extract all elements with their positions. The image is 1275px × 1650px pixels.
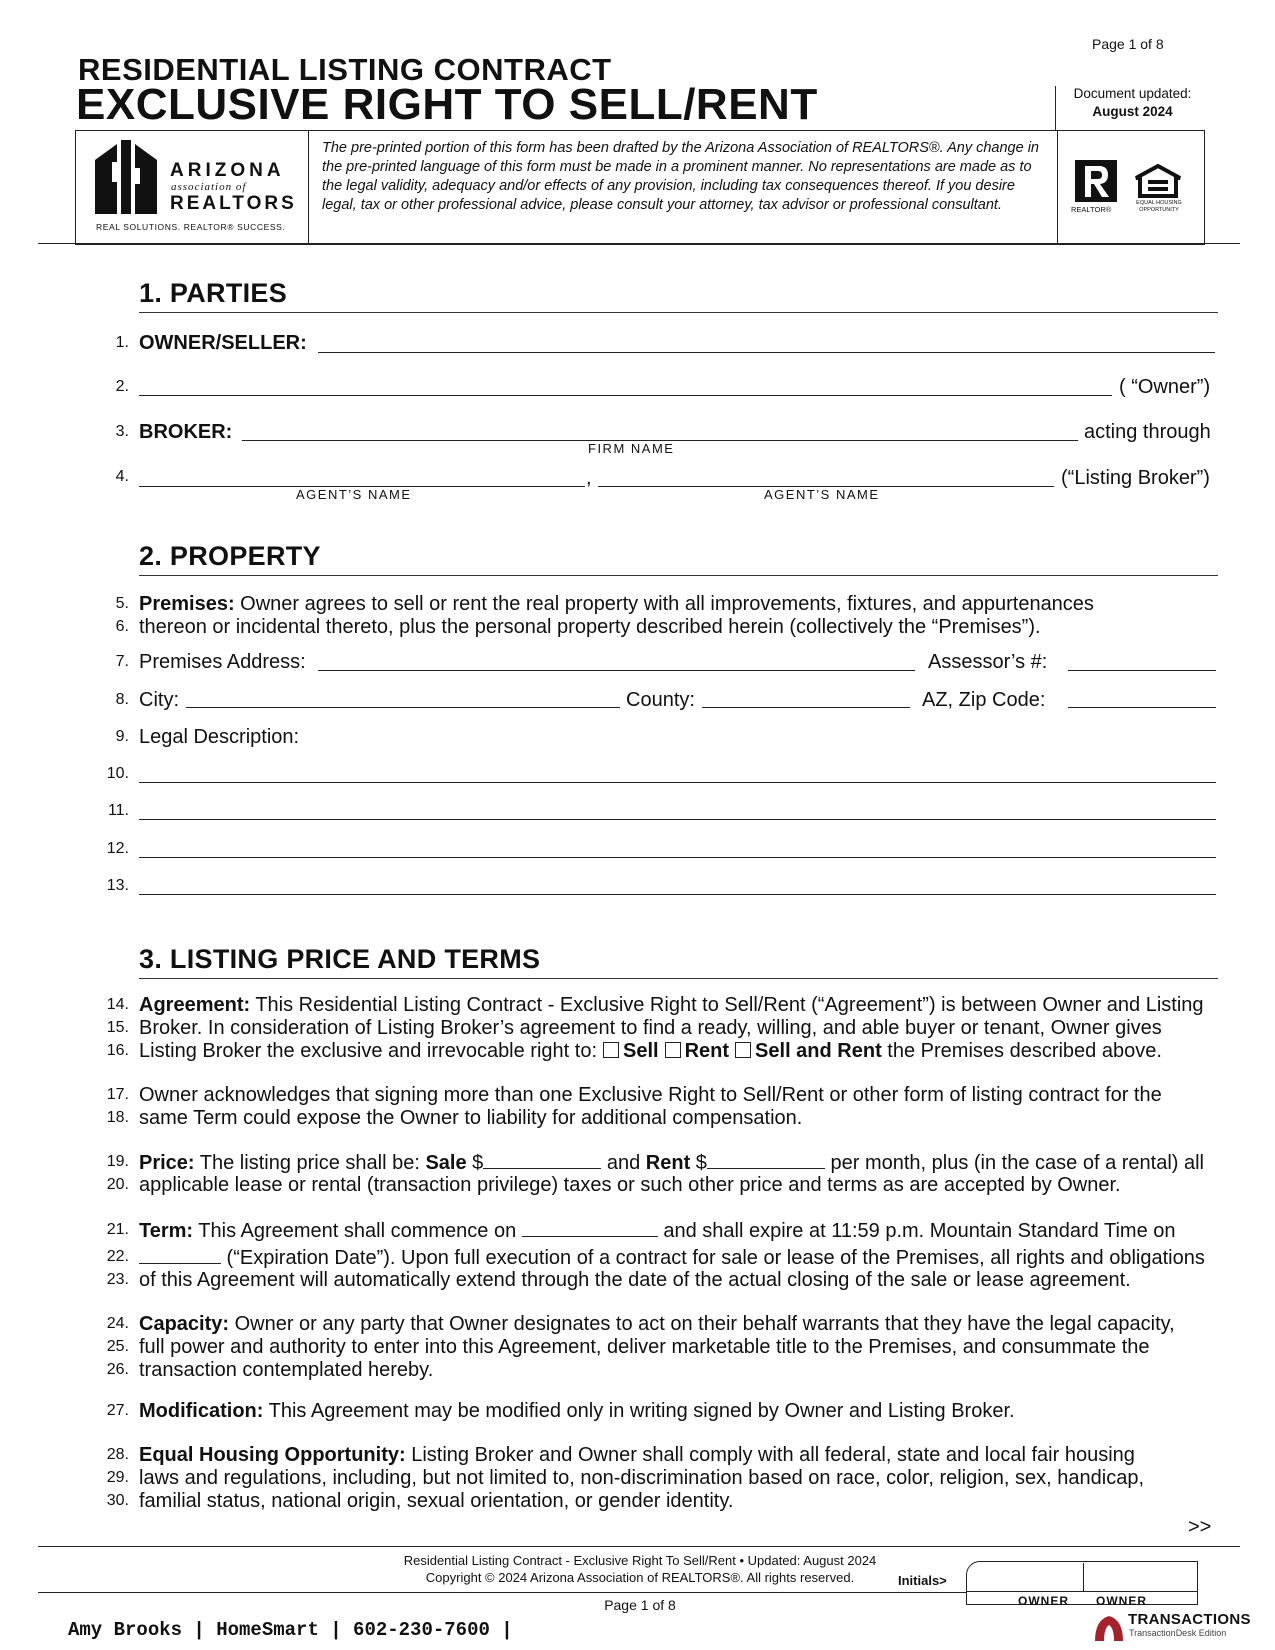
owner-field-2[interactable] bbox=[139, 395, 1112, 396]
assessor-label: Assessor’s #: bbox=[928, 651, 1048, 673]
legal-description-field[interactable] bbox=[139, 782, 1216, 783]
agreement-options-line bbox=[139, 1039, 1162, 1063]
capacity-text-2: full power and authority to enter into this Agreement, deliver marketable title to the Premises, and consummate the bbox=[139, 1336, 1150, 1358]
line-number: 30. bbox=[106, 1492, 129, 1509]
equal-housing-text-2: laws and regulations, including, but not limited to, non-discrimination based on race, color, religion, sex, handicap, bbox=[139, 1467, 1145, 1489]
line-number: 22. bbox=[106, 1248, 129, 1265]
sale-price-field[interactable] bbox=[483, 1150, 601, 1169]
title-line1: RESIDENTIAL LISTING CONTRACT bbox=[78, 52, 612, 87]
footer-rule-2 bbox=[38, 1592, 966, 1593]
owner-initials-field-2[interactable] bbox=[1083, 1563, 1194, 1591]
logo-realtors: REALTORS bbox=[170, 193, 297, 214]
eho-label: EQUAL HOUSING OPPORTUNITY bbox=[1136, 200, 1182, 213]
sell-option-label: Sell bbox=[623, 1040, 659, 1062]
dollar-sign: $ bbox=[466, 1152, 484, 1174]
and-text: and bbox=[601, 1152, 646, 1174]
line-number: 28. bbox=[106, 1446, 129, 1463]
line-number: 16. bbox=[106, 1042, 129, 1059]
line-number: 11. bbox=[107, 802, 129, 819]
divider bbox=[1057, 130, 1058, 244]
line-number: 23. bbox=[106, 1271, 129, 1288]
continue-mark: >> bbox=[1188, 1516, 1212, 1538]
city-label: City: bbox=[139, 689, 179, 711]
county-field[interactable] bbox=[702, 707, 910, 708]
realtor-label: REALTOR® bbox=[1071, 205, 1112, 214]
premises-address-label: Premises Address: bbox=[139, 651, 306, 673]
capacity-text-3: transaction contemplated hereby. bbox=[139, 1359, 434, 1381]
broker-label: BROKER: bbox=[139, 421, 233, 443]
agreement-label: Agreement: bbox=[139, 994, 251, 1016]
acknowledgement-text-2: same Term could expose the Owner to liability for additional compensation. bbox=[139, 1107, 803, 1129]
premises-line bbox=[139, 592, 1094, 616]
divider bbox=[308, 130, 309, 244]
line-number: 19. bbox=[106, 1153, 129, 1170]
sell-checkbox[interactable] bbox=[603, 1042, 619, 1058]
owner-seller-label: OWNER/SELLER: bbox=[139, 332, 307, 354]
section-rule bbox=[139, 978, 1218, 979]
disclaimer-text: The pre-printed portion of this form has been drafted by the Arizona Association of REALTORS®. Any change in the pre-printed language of this form must be made in a prominent manner. No representations are made as to the legal validity, adequacy and/or effects of any provision, including tax consequences thereof. If you desire legal, tax or other professional advice, please consult your attorney, tax advisor or professional consultant. bbox=[322, 140, 1039, 213]
term-line bbox=[139, 1218, 1176, 1243]
logo-arizona: ARIZONA bbox=[170, 160, 285, 181]
capacity-line bbox=[139, 1312, 1175, 1336]
term-label: Term: bbox=[139, 1220, 194, 1242]
equal-housing-icon bbox=[1134, 164, 1182, 203]
footer-line2: Copyright © 2024 Arizona Association of REALTORS®. All rights reserved. bbox=[425, 1570, 855, 1585]
owner-label: OWNER bbox=[1096, 1594, 1147, 1608]
doc-updated-label: Document updated: bbox=[1073, 86, 1192, 101]
saguaro-building-icon bbox=[95, 140, 157, 214]
equal-housing-label: Equal Housing Opportunity: bbox=[139, 1444, 406, 1466]
legal-description-field[interactable] bbox=[139, 857, 1216, 858]
commence-date-field[interactable] bbox=[522, 1218, 658, 1237]
price-line bbox=[139, 1150, 1204, 1175]
comma: , bbox=[586, 467, 592, 489]
divider bbox=[966, 1591, 1197, 1592]
footer-rule bbox=[38, 1546, 1240, 1547]
line-number: 3. bbox=[115, 423, 129, 440]
term-text-3: of this Agreement will automatically extend through the date of the actual closing of the sale or lease agreement. bbox=[139, 1269, 1131, 1291]
rent-option-label: Rent bbox=[684, 1040, 730, 1062]
owner-initials-field-1[interactable] bbox=[972, 1563, 1082, 1591]
line-number: 8. bbox=[115, 691, 129, 708]
line-number: 24. bbox=[106, 1315, 129, 1332]
owner-seller-field[interactable] bbox=[318, 352, 1215, 353]
transactions-logo-icon bbox=[1092, 1612, 1126, 1647]
agreement-tail: the Premises described above. bbox=[881, 1040, 1162, 1062]
line-number: 12. bbox=[106, 840, 129, 857]
term-text: This Agreement shall commence on bbox=[193, 1220, 522, 1242]
transactions-sub: TransactionDesk Edition bbox=[1129, 1628, 1227, 1638]
premises-address-field[interactable] bbox=[318, 670, 915, 671]
doc-updated-date: August 2024 bbox=[1092, 104, 1173, 119]
county-label: County: bbox=[626, 689, 695, 711]
agent-info: Amy Brooks | HomeSmart | 602-230-7600 | bbox=[68, 1619, 513, 1641]
zip-label: AZ, Zip Code: bbox=[922, 689, 1046, 711]
price-text-2: applicable lease or rental (transaction privilege) taxes or such other price and terms as are accepted by Owner. bbox=[139, 1174, 1121, 1196]
owner-suffix: ( “Owner”) bbox=[1119, 376, 1211, 398]
sell-and-rent-checkbox[interactable] bbox=[735, 1042, 751, 1058]
firm-name-caption: FIRM NAME bbox=[588, 441, 675, 456]
agent-name-caption: AGENT’S NAME bbox=[764, 487, 880, 502]
expiration-date-field[interactable] bbox=[139, 1245, 221, 1264]
equal-housing-text: Listing Broker and Owner shall comply with all federal, state and local fair housing bbox=[405, 1444, 1135, 1466]
modification-label: Modification: bbox=[139, 1400, 264, 1422]
initials-label: Initials> bbox=[898, 1573, 947, 1588]
owner-label: OWNER bbox=[1018, 1594, 1069, 1608]
line-number: 1. bbox=[115, 334, 129, 351]
dollar-sign: $ bbox=[690, 1152, 707, 1174]
premises-label: Premises: bbox=[139, 593, 235, 615]
line-number: 25. bbox=[106, 1338, 129, 1355]
agreement-text: This Residential Listing Contract - Exclusive Right to Sell/Rent (“Agreement”) is between Owner and Listing bbox=[250, 994, 1204, 1016]
rent-checkbox[interactable] bbox=[665, 1042, 681, 1058]
capacity-label: Capacity: bbox=[139, 1313, 230, 1335]
page-number: Page 1 of 8 bbox=[1092, 36, 1164, 52]
price-tail: per month, plus (in the case of a rental) all bbox=[824, 1152, 1205, 1174]
line-number: 4. bbox=[115, 468, 129, 485]
legal-description-field[interactable] bbox=[139, 819, 1216, 820]
title-line2: EXCLUSIVE RIGHT TO SELL/RENT bbox=[76, 80, 818, 129]
legal-description-field[interactable] bbox=[139, 894, 1216, 895]
realtor-r-icon bbox=[1075, 160, 1117, 202]
footer-page-number: Page 1 of 8 bbox=[604, 1597, 676, 1613]
expiration-line bbox=[139, 1245, 1205, 1270]
line-number: 26. bbox=[106, 1361, 129, 1378]
line-number: 17. bbox=[106, 1086, 129, 1103]
line-number: 21. bbox=[106, 1221, 129, 1238]
premises-text: Owner agrees to sell or rent the real property with all improvements, fixtures, and appurtenances bbox=[234, 593, 1094, 615]
section-rule bbox=[139, 312, 1218, 313]
footer-line1: Residential Listing Contract - Exclusive Right To Sell/Rent • Updated: August 2024 bbox=[403, 1553, 877, 1568]
section-rule bbox=[139, 575, 1218, 576]
line-number: 7. bbox=[115, 653, 129, 670]
section-title: 1. PARTIES bbox=[139, 278, 288, 308]
section-title: 3. LISTING PRICE AND TERMS bbox=[139, 944, 541, 974]
equal-housing-line bbox=[139, 1443, 1135, 1467]
line-number: 9. bbox=[115, 728, 129, 745]
logo-tagline: REAL SOLUTIONS. REALTOR® SUCCESS. bbox=[96, 222, 286, 232]
zip-field[interactable] bbox=[1068, 707, 1216, 708]
agreement-line bbox=[139, 993, 1204, 1017]
logo-association: association of bbox=[171, 181, 247, 193]
line-number: 18. bbox=[106, 1109, 129, 1126]
line-number: 29. bbox=[106, 1469, 129, 1486]
section-title: 2. PROPERTY bbox=[139, 541, 321, 571]
line-number: 15. bbox=[106, 1019, 129, 1036]
divider bbox=[1055, 86, 1056, 130]
acting-through-text: acting through bbox=[1084, 421, 1211, 443]
sale-label: Sale bbox=[425, 1152, 467, 1174]
listing-broker-suffix: (“Listing Broker”) bbox=[1061, 467, 1210, 489]
line-number: 13. bbox=[106, 877, 129, 894]
expiration-text: (“Expiration Date”). Upon full execution of a contract for sale or lease of the Premises, all rights and obligations bbox=[221, 1247, 1205, 1269]
equal-housing-text-3: familial status, national origin, sexual orientation, or gender identity. bbox=[139, 1490, 734, 1512]
line-number: 5. bbox=[115, 595, 129, 612]
sell-and-rent-option-label: Sell and Rent bbox=[755, 1040, 882, 1062]
transactions-brand: TRANSACTIONS bbox=[1128, 1611, 1251, 1628]
modification-line bbox=[139, 1399, 1015, 1423]
line-number: 27. bbox=[106, 1402, 129, 1419]
line-number: 14. bbox=[106, 996, 129, 1013]
header-rule bbox=[38, 243, 1240, 244]
line-number: 6. bbox=[115, 618, 129, 635]
acknowledgement-text: Owner acknowledges that signing more than one Exclusive Right to Sell/Rent or other form of listing contract for the bbox=[139, 1084, 1162, 1106]
term-tail: and shall expire at 11:59 p.m. Mountain Standard Time on bbox=[657, 1220, 1176, 1242]
city-field[interactable] bbox=[186, 707, 620, 708]
price-label: Price: bbox=[139, 1152, 195, 1174]
capacity-text: Owner or any party that Owner designates to act on their behalf warrants that they have the legal capacity, bbox=[229, 1313, 1175, 1335]
price-text: The listing price shall be: bbox=[194, 1152, 426, 1174]
agreement-text-3: Listing Broker the exclusive and irrevocable right to: bbox=[139, 1040, 598, 1062]
line-number: 10. bbox=[106, 765, 129, 782]
line-number: 2. bbox=[115, 378, 129, 395]
rent-label: Rent bbox=[645, 1152, 691, 1174]
legal-description-label: Legal Description: bbox=[139, 726, 300, 748]
premises-text-2: thereon or incidental thereto, plus the personal property described herein (collectively the “Premises”). bbox=[139, 616, 1041, 638]
line-number: 20. bbox=[106, 1176, 129, 1193]
arizona-realtors-logo bbox=[95, 140, 157, 219]
agent-name-caption: AGENT’S NAME bbox=[296, 487, 412, 502]
agreement-text-2: Broker. In consideration of Listing Broker’s agreement to find a ready, willing, and able buyer or tenant, Owner gives bbox=[139, 1017, 1162, 1039]
rent-price-field[interactable] bbox=[707, 1150, 825, 1169]
modification-text: This Agreement may be modified only in writing signed by Owner and Listing Broker. bbox=[263, 1400, 1015, 1422]
assessor-field[interactable] bbox=[1068, 670, 1216, 671]
